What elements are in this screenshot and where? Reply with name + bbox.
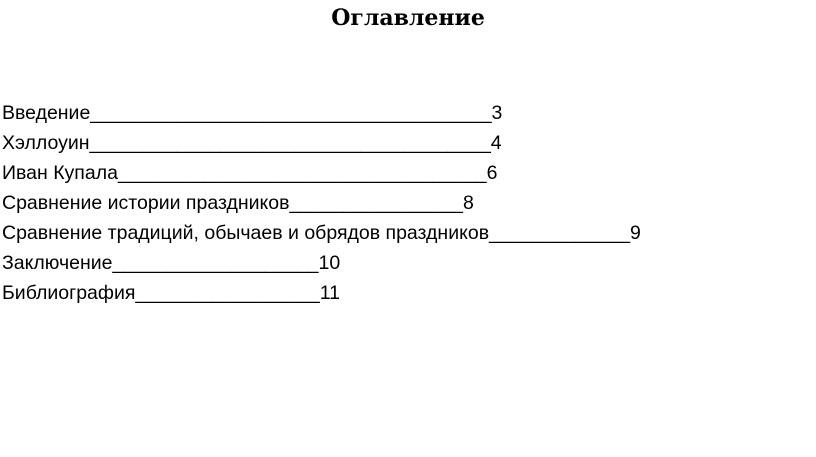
- toc-item-history-comparison: Сравнение истории праздников________________8: [2, 192, 474, 214]
- toc-item-introduction: Введение_____________________________________3: [2, 102, 503, 124]
- toc-item-ivan-kupala: Иван Купала__________________________________6: [2, 162, 498, 184]
- toc-item-traditions-comparison: Сравнение традиций, обычаев и обрядов праздников_____________9: [2, 222, 641, 244]
- toc-item-halloween: Хэллоуин_____________________________________4: [2, 132, 502, 154]
- toc-item-bibliography: Библиография_________________11: [2, 282, 341, 304]
- table-of-contents: [2, 98, 641, 308]
- page-title: Оглавление: [331, 5, 485, 31]
- toc-item-conclusion: Заключение___________________10: [2, 252, 341, 274]
